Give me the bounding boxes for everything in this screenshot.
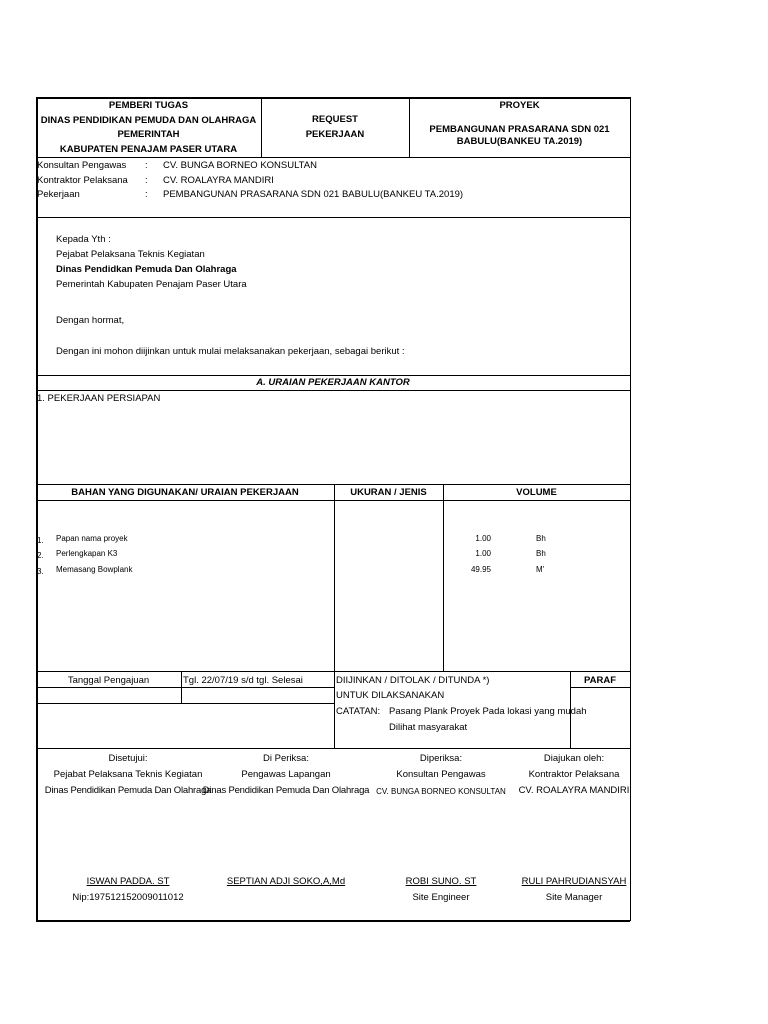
letter-line2: Dinas Pendidkan Pemuda Dan Olahraga [56,264,237,275]
info-label: Konsultan Pengawas [37,160,127,171]
row-quantity: 1.00 [475,534,491,543]
proyek-label: PROYEK [499,100,540,111]
table-header-volume: VOLUME [516,487,557,498]
sign-name: RULI PAHRUDIANSYAH [521,876,627,887]
row-quantity: 1.00 [475,549,491,558]
request-line2: PEKERJAAN [305,129,365,140]
catatan-line1: Pasang Plank Proyek Pada lokasi yang mudah [389,706,587,717]
form-border-top [36,97,630,99]
approval-divider [181,671,182,703]
row-number: 3. [37,567,44,576]
info-sep: : [145,175,148,186]
sign-role: Diperiksa: [419,753,463,764]
row-description: Memasang Bowplank [56,565,133,574]
table-col-divider [443,484,444,671]
section-top-line [36,375,630,376]
pemberi-tugas-line3: KABUPATEN PENAJAM PASER UTARA [59,144,238,155]
table-header-uraian: BAHAN YANG DIGUNAKAN/ URAIAN PEKERJAAN [71,487,299,498]
form-border-right [630,97,631,921]
sign-name: SEPTIAN ADJI SOKO,A,Md [226,876,346,887]
letter-greeting: Dengan hormat, [56,315,125,326]
proyek-line1: PEMBANGUNAN PRASARANA SDN 021 [429,124,610,135]
pemberi-tugas-label: PEMBERI TUGAS [108,100,189,111]
table-top-line [36,484,630,485]
pemberi-tugas-line2: PEMERINTAH [117,129,180,140]
letter-kepada: Kepada Yth : [56,234,111,245]
paraf-label: PARAF [583,675,617,686]
info-value: CV. ROALAYRA MANDIRI [163,175,274,186]
form-border-bottom [36,920,630,922]
approval-date-line [36,687,334,688]
section-title: A. URAIAN PEKERJAAN KANTOR [256,377,410,388]
sign-title: Pengawas Lapangan [241,769,331,780]
approval-bottom-line [36,748,630,749]
row-quantity: 49.95 [470,565,491,574]
sign-org: Dinas Pendidikan Pemuda Dan Olahraga [202,785,370,796]
header-divider [261,97,262,157]
tanggal-value: Tgl. 22/07/19 s/d tgl. Selesai [183,675,303,686]
proyek-line2: BABULU(BANKEU TA.2019) [456,136,583,147]
sign-name: ISWAN PADDA. ST [86,876,170,887]
sign-sub: Nip:197512152009011012 [72,892,184,903]
sign-title: Pejabat Pelaksana Teknis Kegiatan [53,769,203,780]
letter-line1: Pejabat Pelaksana Teknis Kegiatan [56,249,205,260]
info-sep: : [145,160,148,171]
row-unit: Bh [536,549,546,558]
sign-role: Di Periksa: [263,753,309,764]
catatan-line2: Dilihat masyarakat [389,722,468,733]
table-col-divider [334,484,335,671]
sign-name: ROBI SUNO. ST [405,876,477,887]
tanggal-label: Tanggal Pengajuan [67,675,150,686]
row-unit: M' [536,565,545,574]
sign-role: Diajukan oleh: [543,753,605,764]
sign-org: Dinas Pendidikan Pemuda Dan Olahraga [44,785,212,796]
sign-org: CV. ROALAYRA MANDIRI [518,785,630,796]
form-border-left [36,97,38,921]
row-number: 1. [37,536,44,545]
sign-sub: Site Manager [545,892,603,903]
approval-status: DIIJINKAN / DITOLAK / DITUNDA *) [336,675,490,686]
header-bottom-line [36,157,630,158]
catatan-label: CATATAN: [336,706,381,717]
sign-role: Disetujui: [108,753,148,764]
sign-title: Kontraktor Pelaksana [528,769,620,780]
section-bottom-line [36,390,630,391]
section-item: 1. PEKERJAAN PERSIAPAN [37,393,161,404]
approval-date-line [36,703,334,704]
request-line1: REQUEST [312,114,358,125]
sign-org: CV. BUNGA BORNEO KONSULTAN [376,787,506,796]
row-number: 2. [37,551,44,560]
info-value: CV. BUNGA BORNEO KONSULTAN [163,160,317,171]
letter-body: Dengan ini mohon diijinkan untuk mulai melaksanakan pekerjaan, sebagai berikut : [56,346,405,357]
pemberi-tugas-line1: DINAS PENDIDIKAN PEMUDA DAN OLAHRAGA [40,115,257,126]
info-label: Kontraktor Pelaksana [37,175,128,186]
sign-sub: Site Engineer [412,892,470,903]
info-label: Pekerjaan [37,189,80,200]
row-description: Perlengkapan K3 [56,549,118,558]
table-header-ukuran: UKURAN / JENIS [350,487,427,498]
untuk-dilaksanakan: UNTUK DILAKSANAKAN [336,690,445,701]
approval-top-line [36,671,630,672]
letter-line3: Pemerintah Kabupaten Penajam Paser Utara [56,279,247,290]
row-description: Papan nama proyek [56,534,128,543]
sign-title: Konsultan Pengawas [396,769,486,780]
info-sep: : [145,189,148,200]
approval-divider [334,671,335,748]
row-unit: Bh [536,534,546,543]
paraf-line [570,687,630,688]
table-header-line [36,500,630,501]
info-bottom-line [36,217,630,218]
info-value: PEMBANGUNAN PRASARANA SDN 021 BABULU(BANKEU TA.2019) [163,189,464,200]
